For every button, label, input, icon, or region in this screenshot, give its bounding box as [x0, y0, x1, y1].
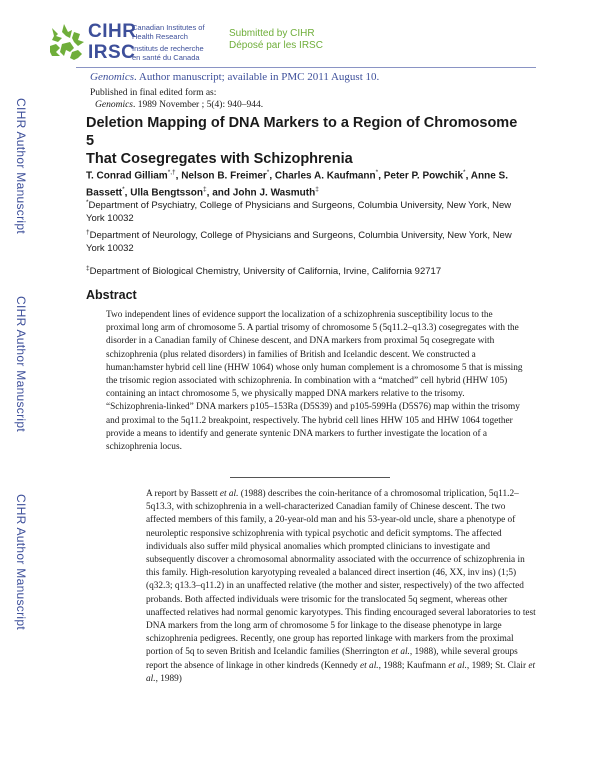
logo-fr-line2: en santé du Canada [132, 52, 200, 62]
published-journal: Genomics [95, 100, 133, 110]
published-note: Published in final edited form as: [90, 88, 217, 98]
author-separator: , [175, 170, 182, 182]
side-label-bottom: CIHR Author Manuscript [14, 494, 28, 630]
body-text-run: , 1988), while several groups report the absence of linkage in other kindreds (Kennedy [146, 647, 518, 671]
affiliation-mark: † [86, 229, 90, 236]
published-citation-text: . 1989 November ; 5(4): 940–944. [133, 100, 264, 110]
body-text-run: , 1989; St. Clair [466, 660, 529, 671]
availability-line [90, 71, 379, 83]
citation-et-al: et al. [146, 660, 536, 684]
body-paragraph [146, 488, 536, 686]
side-label-top: CIHR Author Manuscript [14, 98, 28, 234]
body-text-run: A report by Bassett [146, 489, 220, 499]
author-name: Ulla Bengtsson [130, 187, 204, 199]
submitted-by-fr: Déposé par les IRSC [229, 40, 323, 51]
logo-fr-line1: Instituts de recherche [132, 44, 204, 53]
availability-journal[interactable]: Genomics [90, 71, 134, 83]
paper-title [86, 114, 526, 168]
author-affiliation-mark: ‡ [203, 186, 207, 194]
author-affiliation-mark: *,† [167, 169, 176, 176]
author-affiliation-mark: * [266, 169, 270, 176]
logo-en-line1: Canadian Institutes of [132, 23, 205, 32]
author-separator: , [378, 170, 384, 182]
affiliation-mark: * [86, 199, 89, 206]
citation-et-al: et al. [391, 647, 410, 658]
affiliation-mark: ‡ [86, 265, 90, 272]
citation-et-al: et al. [219, 489, 239, 499]
author-separator: , [465, 170, 471, 182]
logo-french-name [132, 45, 204, 62]
citation-et-al: et al. [448, 660, 467, 671]
submitted-by-en: Submitted by CIHR [229, 28, 315, 39]
body-text-run: , 1988; Kaufmann [378, 660, 449, 671]
abstract-divider [230, 477, 390, 478]
logo-cihr-text: CIHR [88, 21, 137, 42]
title-line-2: That Cosegregates with Schizophrenia [86, 151, 353, 167]
logo-english-name [132, 24, 205, 41]
affiliation-text: Department of Biological Chemistry, University of California, Irvine, California 92717 [89, 266, 442, 278]
cihr-maple-leaf-logo [44, 22, 88, 64]
logo-en-line2: Health Research [132, 31, 188, 41]
published-citation [95, 100, 263, 110]
affiliation-3 [86, 262, 526, 278]
availability-text: . Author manuscript; available in PMC 2011 August 10. [134, 71, 380, 83]
affiliation-text: Department of Neurology, College of Physicians and Surgeons, Columbia University, New York, New York 10032 [86, 230, 512, 255]
body-text-run: (1988) describes the coin-heritance of a chromosomal triplication, 5q11.2–5q13.3, with schizophrenia in a well-characterized Canadian family of Chinese descent. The two affected members of this family, a 20-year-old man and his 53-year-old uncle, share a phenotype of neuroleptic responsive schizophrenia with typical psychotic and deficit symptoms. The affected individuals also suffer mild physical anomalies which prompted clinicians to investigate and subsequently discover a chromosomal abnormality associated with the occurrence of schizophrenia in this family. High-resolution karyotyping revealed a balanced direct insertion (46, XX, inv ins) (1;5) (q32.3; q13.3–q11.2) in an unaffected relative (the mother and sister, respectively) of the two affected probands. Both affected individuals were trisomic for the translocated 5q segment, whereas other unaffected relatives had normal genomic karyotypes. This finding encouraged several laboratories to test DNA markers from the long arm of chromosome 5 for linkage to the disease phenotype in large schizophrenia pedigrees. Recently, one group has reported linkage with markers from the proximal portion of 5q to seven British and Icelandic families (Sherrington [146, 489, 536, 658]
affiliation-text: Department of Psychiatry, College of Physicians and Surgeons, Columbia University, New York, New York 10032 [86, 200, 512, 225]
author-name: Peter P. Powchik [383, 170, 464, 182]
author-affiliation-mark: * [375, 169, 379, 176]
author-name: John J. Wasmuth [232, 187, 316, 199]
title-line-1: Deletion Mapping of DNA Markers to a Region of Chromosome 5 [86, 115, 518, 149]
author-affiliation-mark: ‡ [315, 186, 319, 194]
affiliation-1 [86, 196, 526, 225]
author-name: T. Conrad Gilliam [86, 170, 168, 182]
abstract-text: Two independent lines of evidence support the localization of a schizophrenia susceptibility locus to the proximal long arm of chromosome 5. A partial trisomy of chromosome 5 (5q11.2–q13.3) cosegregates with the disorder in a Canadian family of Chinese descent, and DNA markers from proximal 5q cosegregate with schizophrenia (plus related disorders) in families of British and Icelandic descent. We constructed a human:hamster hybrid cell line (HHW 1064) whose only human complement is a chromosome 5 that is missing the trisomic region associated with schizophrenia. In combination with a “matched” cell hybrid (HHW 105) containing an intact chromosome 5, we physically mapped DNA markers relative to the trisomy. “Schizophrenia-linked” DNA markers p105–153Ra (D5S39) and p105-599Ha (D5S76) map within the trisomy and proximal to the 5q11.2 breakpoint, respectively. The hybrid cell lines HHW 105 and HHW 1064 together provide a means to identify and generate syntenic DNA markers to further investigate the location of a schizophrenia locus. [106, 310, 523, 453]
author-separator: , [124, 187, 131, 199]
author-separator: , and [206, 187, 233, 199]
author-separator: , [269, 170, 275, 182]
citation-et-al: et al. [360, 660, 379, 671]
author-name: Anne S. Bassett [86, 170, 508, 199]
body-text-run: , 1989) [155, 673, 182, 684]
author-affiliation-mark: * [463, 169, 466, 176]
side-label-middle: CIHR Author Manuscript [14, 296, 28, 432]
abstract-heading: Abstract [86, 288, 137, 302]
logo-irsc-text: IRSC [88, 42, 136, 63]
author-name: Charles A. Kaufmann [274, 170, 376, 182]
affiliation-2 [86, 226, 526, 255]
header-divider [76, 67, 536, 68]
author-affiliation-mark: * [122, 186, 125, 194]
author-name: Nelson B. Freimer [181, 170, 267, 182]
